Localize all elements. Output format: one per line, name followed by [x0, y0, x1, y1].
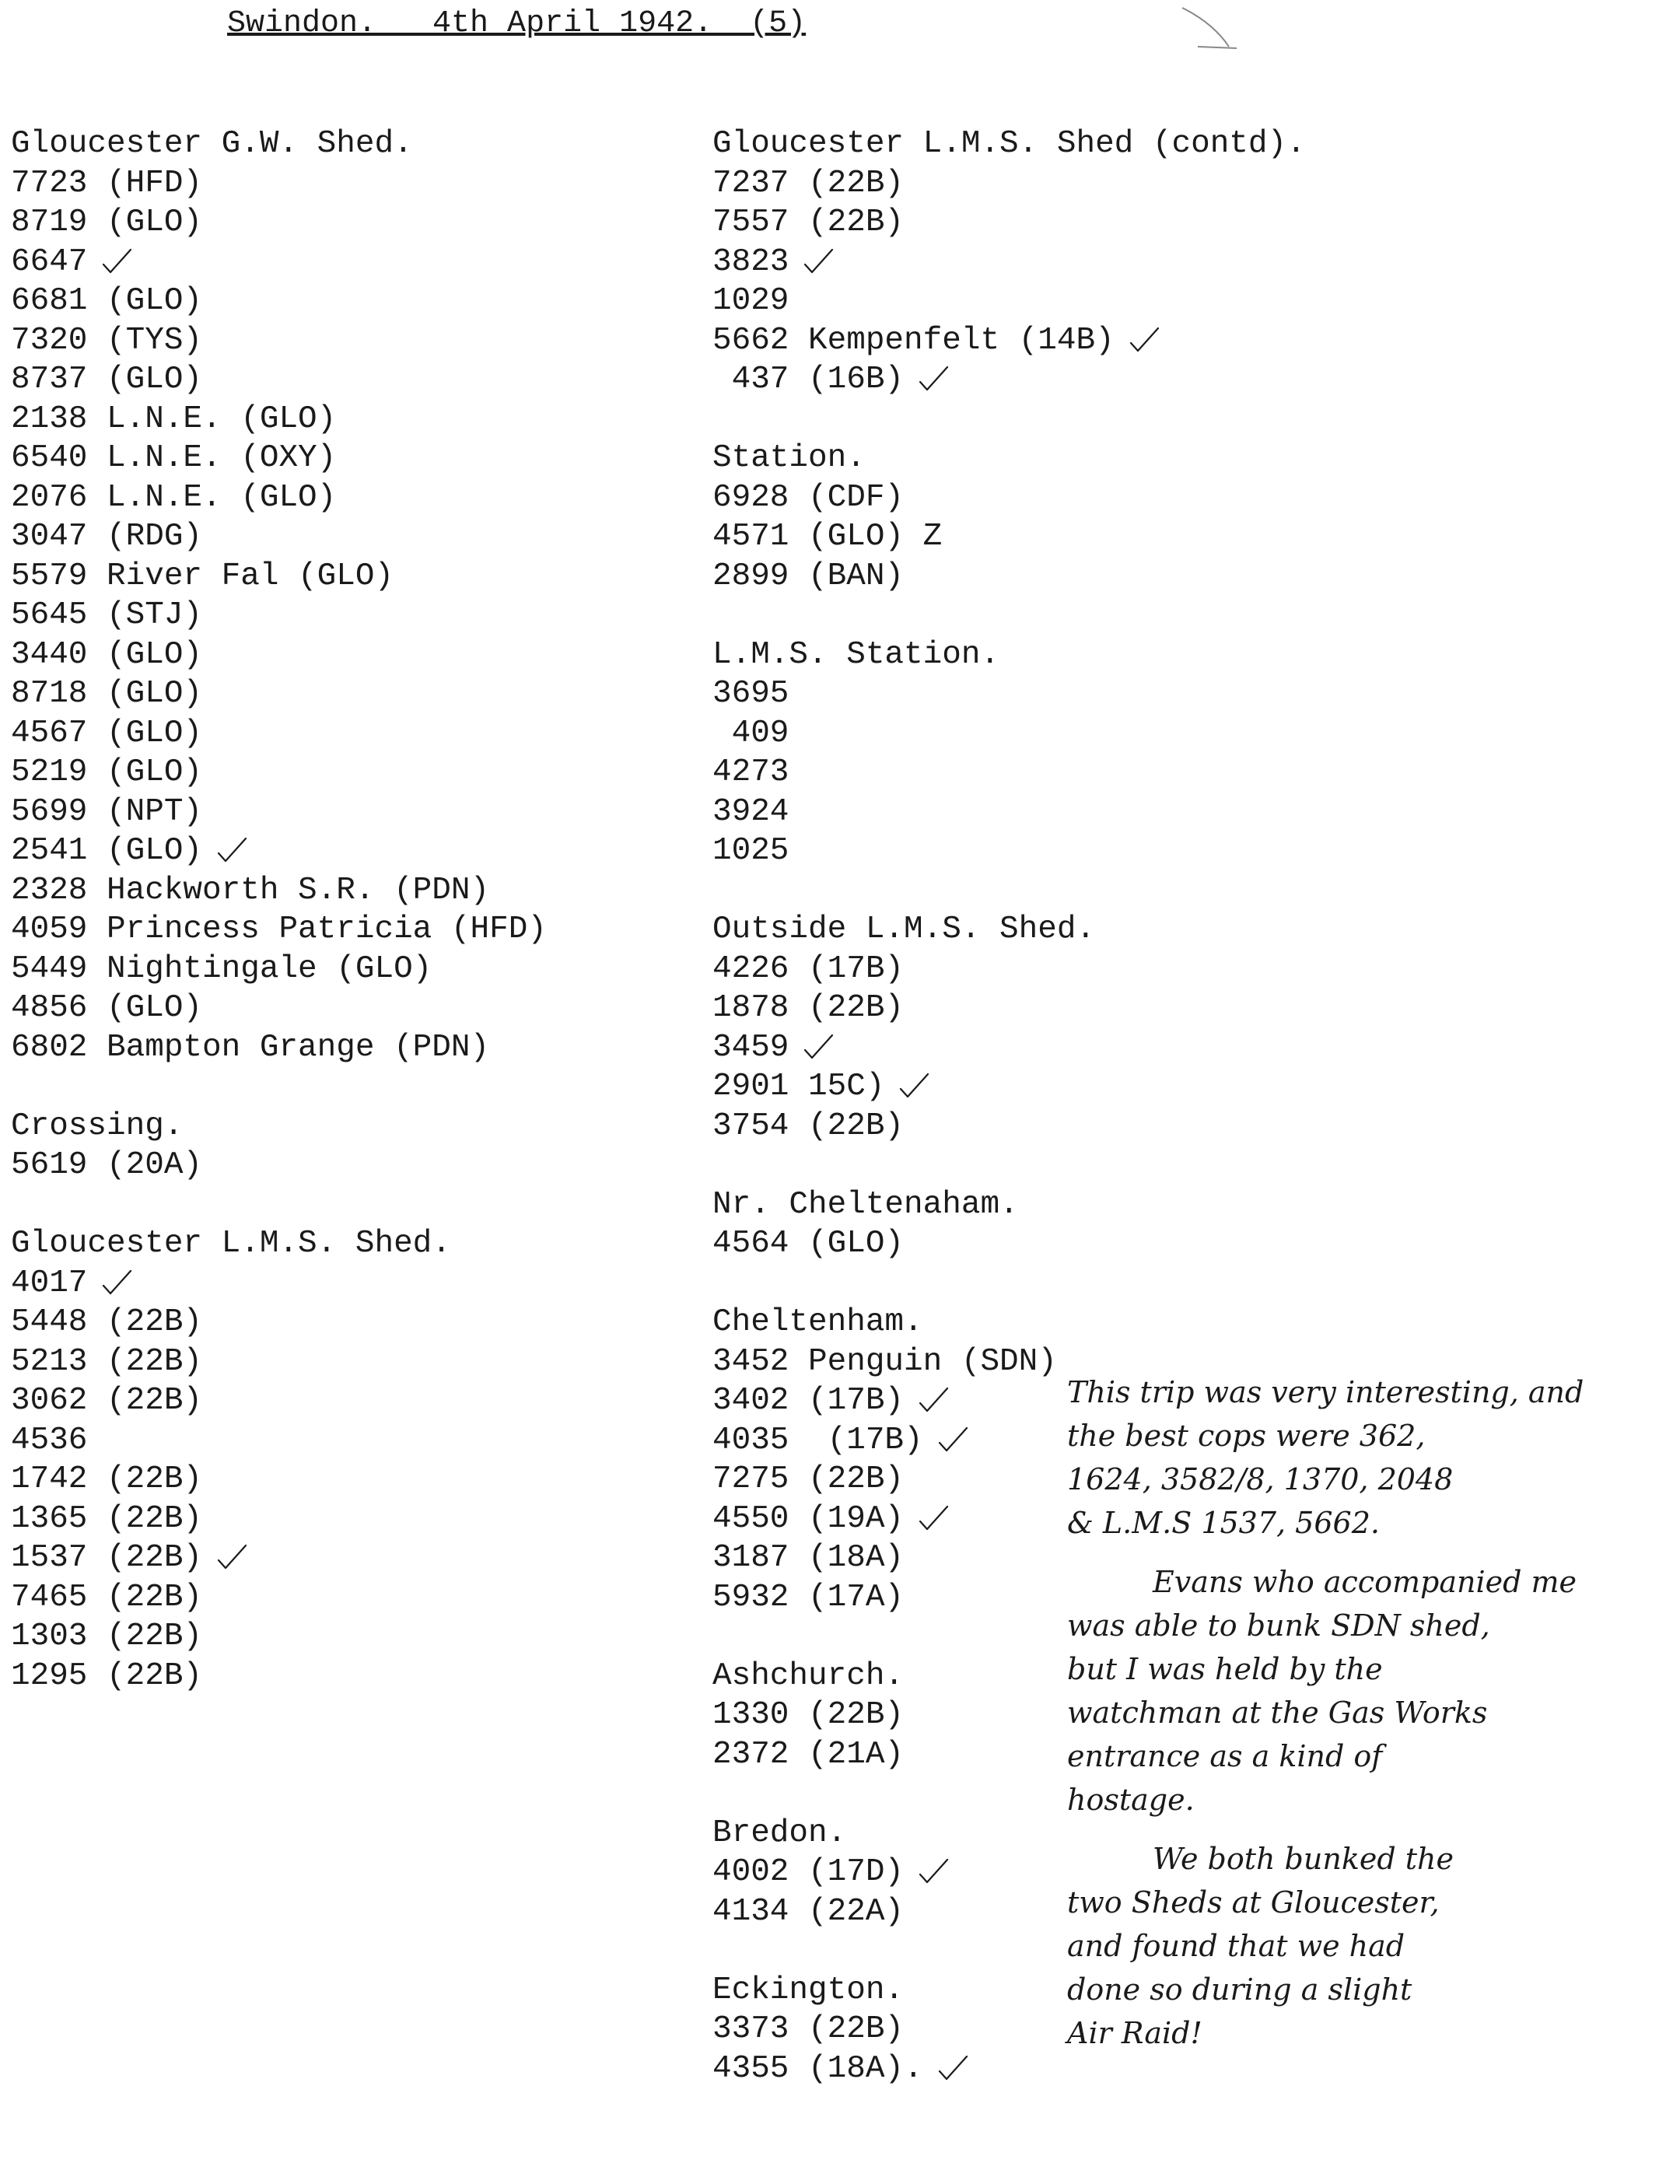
- section-heading: Station.: [712, 440, 866, 476]
- locomotive-entry-text: 6540 L.N.E. (OXY): [11, 440, 337, 476]
- locomotive-entry: [712, 793, 1350, 832]
- left-column: [11, 124, 695, 1735]
- locomotive-entry: [11, 243, 695, 282]
- check-mark-icon: [803, 1033, 834, 1061]
- handwritten-line: 1624, 3582/8, 1370, 2048: [1067, 1462, 1454, 1496]
- section-heading: Gloucester G.W. Shed.: [11, 126, 413, 162]
- locomotive-entry-text: 8737 (GLO): [11, 362, 203, 397]
- check-mark-icon: [216, 836, 247, 864]
- handwritten-line: done so during a slight: [1067, 1972, 1412, 2007]
- locomotive-entry: [11, 164, 695, 204]
- locomotive-entry-text: 1303 (22B): [11, 1619, 203, 1654]
- section-heading: Bredon.: [712, 1815, 847, 1851]
- handwritten-line: the best cops were 362,: [1067, 1419, 1426, 1453]
- locomotive-entry-text: 2076 L.N.E. (GLO): [11, 479, 337, 516]
- handwritten-note: [1067, 1370, 1674, 2055]
- locomotive-entry-text: 1295 (22B): [11, 1657, 203, 1694]
- locomotive-entry-text: 7557 (22B): [712, 205, 905, 240]
- locomotive-entry-text: 2899 (BAN): [712, 558, 905, 594]
- section: [712, 635, 1350, 871]
- locomotive-entry-text: 1330 (22B): [712, 1697, 905, 1733]
- check-mark-icon: [918, 1504, 949, 1532]
- locomotive-entry: [712, 1028, 1350, 1068]
- locomotive-entry: [712, 478, 1350, 518]
- locomotive-entry: [11, 1617, 695, 1657]
- check-mark-icon: [101, 247, 132, 275]
- section-heading: Gloucester L.M.S. Shed.: [11, 1226, 451, 1262]
- handwritten-line: We both bunked the: [1153, 1842, 1454, 1876]
- locomotive-entry-text: 3373 (22B): [712, 2011, 905, 2047]
- locomotive-entry-text: 2138 L.N.E. (GLO): [11, 401, 337, 437]
- locomotive-entry-text: 7237 (22B): [712, 165, 905, 201]
- locomotive-entry: [11, 1303, 695, 1342]
- locomotive-entry-text: 3823: [712, 243, 789, 280]
- locomotive-entry: [11, 635, 695, 675]
- locomotive-entry: [712, 282, 1350, 321]
- locomotive-entry: [11, 1578, 695, 1618]
- locomotive-entry: [712, 360, 1350, 400]
- locomotive-entry: [11, 989, 695, 1028]
- section-heading: Nr. Cheltenaham.: [712, 1186, 1019, 1223]
- locomotive-entry-text: 7320 (TYS): [11, 322, 203, 359]
- section-heading: Crossing.: [11, 1108, 184, 1144]
- locomotive-entry-text: 2541 (GLO): [11, 833, 203, 869]
- page-title: Swindon. 4th April 1942. (5): [227, 6, 807, 41]
- locomotive-entry-text: 1365 (22B): [11, 1500, 203, 1537]
- handwritten-line: was able to bunk SDN shed,: [1067, 1608, 1490, 1643]
- locomotive-entry: [11, 1028, 695, 1068]
- section: [11, 124, 695, 1067]
- locomotive-entry: [11, 753, 695, 793]
- locomotive-entry-text: 3402 (17B): [712, 1383, 905, 1419]
- locomotive-entry: [712, 989, 1350, 1028]
- locomotive-entry-text: 3440 (GLO): [11, 636, 203, 673]
- locomotive-entry-text: 4856 (GLO): [11, 990, 203, 1026]
- locomotive-entry-text: 4550 (19A): [712, 1500, 905, 1537]
- locomotive-entry: [11, 831, 695, 871]
- section: [11, 1107, 695, 1185]
- section: [712, 1185, 1350, 1264]
- locomotive-entry-text: 3695: [712, 676, 789, 712]
- locomotive-entry-text: 7275 (22B): [712, 1461, 905, 1497]
- locomotive-entry-text: 4536: [11, 1422, 88, 1458]
- section-heading: Gloucester L.M.S. Shed (contd).: [712, 126, 1306, 162]
- locomotive-entry: [11, 1381, 695, 1421]
- locomotive-entry-text: 4035 (17B): [712, 1422, 923, 1458]
- locomotive-entry-text: 2901 15C): [712, 1069, 885, 1104]
- locomotive-entry-text: 1537 (22B): [11, 1540, 203, 1576]
- section: [712, 910, 1350, 1146]
- section: [712, 124, 1350, 400]
- locomotive-entry-text: 4273: [712, 754, 789, 790]
- locomotive-entry: [712, 557, 1350, 597]
- section-heading: Outside L.M.S. Shed.: [712, 912, 1096, 947]
- locomotive-entry: [11, 282, 695, 321]
- handwritten-line: hostage.: [1067, 1783, 1195, 1817]
- check-mark-icon: [918, 365, 949, 393]
- locomotive-entry: [11, 1421, 695, 1461]
- locomotive-entry: [11, 439, 695, 478]
- locomotive-entry-text: 4002 (17D): [712, 1854, 905, 1890]
- locomotive-entry-text: 5699 (NPT): [11, 793, 203, 830]
- section: [11, 1224, 695, 1696]
- locomotive-entry: [712, 714, 1350, 754]
- check-mark-icon: [216, 1543, 247, 1571]
- locomotive-entry: [11, 1538, 695, 1578]
- locomotive-entry-text: 5579 River Fal (GLO): [11, 558, 394, 594]
- locomotive-entry-text: 4564 (GLO): [712, 1226, 905, 1262]
- locomotive-entry: [11, 478, 695, 518]
- locomotive-entry: [11, 203, 695, 243]
- locomotive-entry-text: 4226 (17B): [712, 950, 905, 987]
- handwritten-line: Evans who accompanied me: [1153, 1565, 1577, 1599]
- locomotive-entry-text: 3047 (RDG): [11, 519, 203, 555]
- locomotive-entry-text: 6681 (GLO): [11, 283, 203, 319]
- locomotive-entry: [11, 674, 695, 714]
- locomotive-entry-text: 437 (16B): [712, 362, 905, 397]
- check-mark-icon: [918, 1386, 949, 1414]
- locomotive-entry: [712, 950, 1350, 989]
- check-mark-icon: [918, 1857, 949, 1885]
- locomotive-entry-text: 5449 Nightingale (GLO): [11, 950, 432, 987]
- locomotive-entry-text: 5213 (22B): [11, 1343, 203, 1380]
- locomotive-entry-text: 6802 Bampton Grange (PDN): [11, 1029, 490, 1066]
- locomotive-entry: [11, 714, 695, 754]
- locomotive-entry-text: 4571 (GLO) Z: [712, 519, 943, 555]
- locomotive-entry: [712, 1224, 1350, 1264]
- locomotive-entry: [11, 360, 695, 400]
- locomotive-entry: [712, 831, 1350, 871]
- check-mark-icon: [937, 1426, 968, 1454]
- locomotive-entry-text: 1878 (22B): [712, 990, 905, 1026]
- locomotive-entry-text: 4017: [11, 1265, 88, 1301]
- locomotive-entry: [11, 517, 695, 557]
- section-heading: Cheltenham.: [712, 1304, 923, 1340]
- locomotive-entry: [11, 1264, 695, 1304]
- handwritten-line: two Sheds at Gloucester,: [1067, 1885, 1440, 1920]
- locomotive-entry-text: 3924: [712, 793, 789, 830]
- locomotive-entry: [11, 1146, 695, 1185]
- locomotive-entry: [11, 1460, 695, 1500]
- locomotive-entry-text: 4059 Princess Patricia (HFD): [11, 912, 547, 947]
- locomotive-entry-text: 8718 (GLO): [11, 676, 203, 712]
- locomotive-entry: [11, 950, 695, 989]
- locomotive-entry-text: 5662 Kempenfelt (14B): [712, 322, 1115, 359]
- locomotive-entry-text: 3459: [712, 1029, 789, 1066]
- section-heading: Eckington.: [712, 1972, 905, 2008]
- check-mark-icon: [1129, 326, 1160, 354]
- locomotive-entry: [712, 674, 1350, 714]
- locomotive-entry-text: 3754 (22B): [712, 1108, 905, 1144]
- handwritten-line: but I was held by the: [1067, 1652, 1383, 1686]
- handwritten-line: entrance as a kind of: [1067, 1739, 1383, 1773]
- section-heading: Ashchurch.: [712, 1657, 905, 1694]
- locomotive-entry: [11, 793, 695, 832]
- check-mark-icon: [101, 1269, 132, 1297]
- locomotive-entry-text: 4355 (18A).: [712, 2050, 923, 2087]
- locomotive-entry-text: 2372 (21A): [712, 1736, 905, 1773]
- check-mark-icon: [937, 2054, 968, 2082]
- locomotive-entry: [712, 243, 1350, 282]
- section-heading: L.M.S. Station.: [712, 636, 1000, 673]
- locomotive-entry-text: 8719 (GLO): [11, 205, 203, 240]
- locomotive-entry: [712, 517, 1350, 557]
- locomotive-entry: [11, 596, 695, 635]
- check-mark-icon: [803, 247, 834, 275]
- locomotive-entry: [11, 1342, 695, 1382]
- locomotive-entry: [11, 1500, 695, 1539]
- locomotive-entry-text: 5619 (20A): [11, 1147, 203, 1183]
- locomotive-entry: [11, 1657, 695, 1696]
- locomotive-entry: [11, 910, 695, 950]
- locomotive-entry-text: 3187 (18A): [712, 1540, 905, 1576]
- locomotive-entry: [712, 753, 1350, 793]
- locomotive-entry-text: 5932 (17A): [712, 1579, 905, 1615]
- locomotive-entry-text: 5645 (STJ): [11, 597, 203, 633]
- locomotive-entry-text: 7723 (HFD): [11, 165, 203, 201]
- locomotive-entry-text: 4134 (22A): [712, 1893, 905, 1930]
- locomotive-entry: [11, 321, 695, 361]
- locomotive-entry: [11, 400, 695, 439]
- handwritten-line: This trip was very interesting, and: [1067, 1375, 1584, 1409]
- locomotive-entry-text: 1025: [712, 833, 789, 869]
- locomotive-entry: [712, 2049, 1350, 2089]
- locomotive-entry: [712, 1107, 1350, 1146]
- handwritten-line: watchman at the Gas Works: [1067, 1696, 1488, 1730]
- locomotive-entry-text: 6647: [11, 243, 88, 280]
- handwritten-line: & L.M.S 1537, 5662.: [1067, 1506, 1380, 1540]
- locomotive-entry: [712, 321, 1350, 361]
- locomotive-entry: [11, 557, 695, 597]
- locomotive-entry-text: 3062 (22B): [11, 1383, 203, 1419]
- locomotive-entry-text: 4567 (GLO): [11, 715, 203, 751]
- locomotive-entry-text: 5219 (GLO): [11, 754, 203, 790]
- locomotive-entry: [712, 164, 1350, 204]
- locomotive-entry: [712, 203, 1350, 243]
- locomotive-entry-text: 5448 (22B): [11, 1304, 203, 1340]
- handwritten-line: Air Raid!: [1067, 2016, 1202, 2050]
- check-mark-icon: [898, 1072, 929, 1100]
- locomotive-entry-text: 6928 (CDF): [712, 479, 905, 516]
- locomotive-entry-text: 2328 Hackworth S.R. (PDN): [11, 872, 490, 908]
- handwritten-line: and found that we had: [1067, 1929, 1405, 1963]
- pencil-mark: [1167, 0, 1252, 70]
- locomotive-entry-text: 409: [712, 715, 789, 751]
- locomotive-entry-text: 1029: [712, 283, 789, 319]
- locomotive-entry: [11, 871, 695, 911]
- locomotive-entry-text: 1742 (22B): [11, 1461, 203, 1497]
- section: [712, 439, 1350, 596]
- locomotive-entry-text: 3452 Penguin (SDN): [712, 1343, 1057, 1380]
- locomotive-entry-text: 7465 (22B): [11, 1579, 203, 1615]
- locomotive-entry: [712, 1067, 1350, 1107]
